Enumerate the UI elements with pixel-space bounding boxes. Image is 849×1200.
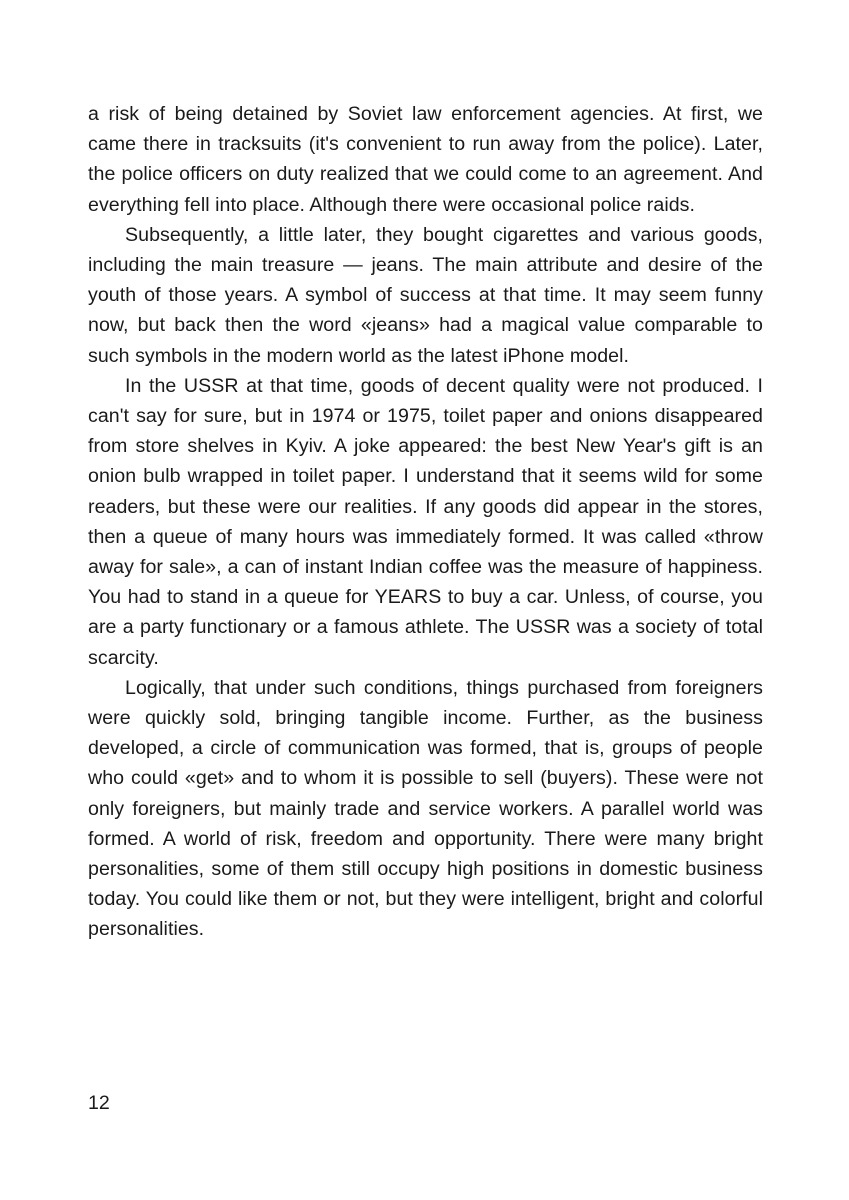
paragraph-continued: a risk of being detained by Soviet law enforcement agencies. At first, we came there in tracksuits (it's convenient to run away from the police). Later, the police officers on duty realized that we could come to an agreement. And everything fell into place. Although there were occasional police raids. xyxy=(88,103,763,216)
paragraph-ussr-scarcity: In the USSR at that time, goods of decent quality were not produced. I can't say for sure, but in 1974 or 1975, toilet paper and onions disappeared from store shelves in Kyiv. A joke appeared: the best New Year's gift is an onion bulb wrapped in toilet paper. I understand that it seems wild for some readers, but these were our realities. If any goods did appear in the stores, then a queue of many hours was immediately formed. It was called «throw away for sale», a can of instant Indian coffee was the measure of happiness. You had to stand in a queue for YEARS to buy a car. Unless, of course, you are a party functionary or a famous athlete. The USSR was a society of total scarcity. xyxy=(88,374,763,669)
page-body xyxy=(88,99,763,945)
paragraph-jeans: Subsequently, a little later, they bought cigarettes and various goods, including the main treasure — jeans. The main attribute and desire of the youth of those years. A symbol of success at that time. It may seem funny now, but back then the word «jeans» had a magical value comparable to such symbols in the modern world as the latest iPhone model. xyxy=(88,223,763,367)
page-number: 12 xyxy=(88,1092,110,1114)
paragraph-parallel-world: Logically, that under such conditions, things purchased from foreigners were quickly sold, bringing tangible income. Further, as the business developed, a circle of communication was formed, that is, groups of people who could «get» and to whom it is possible to sell (buyers). These were not only foreigners, but mainly trade and service workers. A parallel world was formed. A world of risk, freedom and opportunity. There were many bright personalities, some of them still occupy high positions in domestic business today. You could like them or not, but they were intelligent, bright and colorful personalities. xyxy=(88,676,763,941)
